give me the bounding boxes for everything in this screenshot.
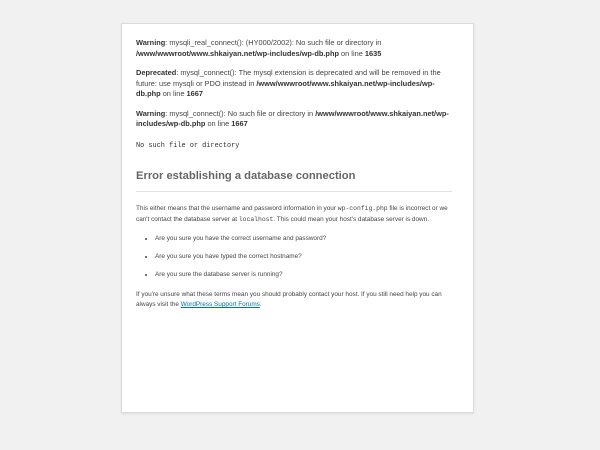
php-warning-2	[136, 109, 452, 130]
notice-path: /www/wwwroot/www.shkaiyan.net/wp-includes/wp-db.php	[136, 108, 449, 129]
notice-label: Deprecated	[136, 68, 177, 78]
explanation-text: . This could mean your host's database server is down.	[273, 215, 429, 223]
explanation-paragraph	[136, 204, 452, 225]
db-host: localhost	[238, 215, 274, 223]
checklist	[136, 235, 452, 280]
support-forums-link[interactable]: WordPress Support Forums	[180, 301, 260, 309]
notice-text: on line	[205, 119, 232, 129]
notice-text: : mysql_connect(): No such file or directory in	[165, 108, 316, 118]
help-text: .	[259, 301, 262, 309]
notice-path: /www/wwwroot/www.shkaiyan.net/wp-includes/wp-db.php	[136, 48, 339, 58]
config-filename: wp-config.php	[337, 205, 388, 213]
notice-text: on line	[160, 89, 187, 99]
notice-label: Warning	[136, 38, 166, 47]
help-text: If you're unsure what these terms mean you should probably contact your host. If you still need help you can always visit the	[136, 290, 442, 309]
notice-text: : mysql_connect(): The mysql extension is deprecated and will be removed in the future: use mysqli or PDO instead in	[136, 68, 441, 88]
raw-error-message: No such file or directory	[136, 141, 240, 150]
list-item: • Are you sure you have typed the correct hostname?	[155, 253, 452, 262]
notice-text: on line	[338, 48, 365, 58]
notice-text: : mysqli_real_connect(): (HY000/2002): No such file or directory in	[165, 38, 382, 47]
list-item: • Are you sure you have the correct username and password?	[155, 235, 452, 244]
help-paragraph	[136, 290, 452, 311]
error-page-card	[121, 23, 474, 413]
notice-path: /www/wwwroot/www.shkaiyan.net/wp-includes/wp-db.php	[136, 78, 435, 99]
explanation-text: file is incorrect or we can't contact the database server at	[136, 205, 448, 223]
php-warning-1	[136, 38, 452, 59]
notice-line: 1667	[231, 119, 248, 129]
list-item: • Are you sure the database server is running?	[155, 271, 452, 280]
php-deprecated-notice	[136, 68, 452, 100]
page-title: Error establishing a database connection	[136, 169, 452, 192]
notice-line: 1635	[364, 48, 382, 58]
explanation-text: This either means that the username and password information in your	[136, 205, 338, 213]
notice-line: 1667	[186, 89, 203, 99]
notice-label: Warning	[136, 108, 166, 118]
